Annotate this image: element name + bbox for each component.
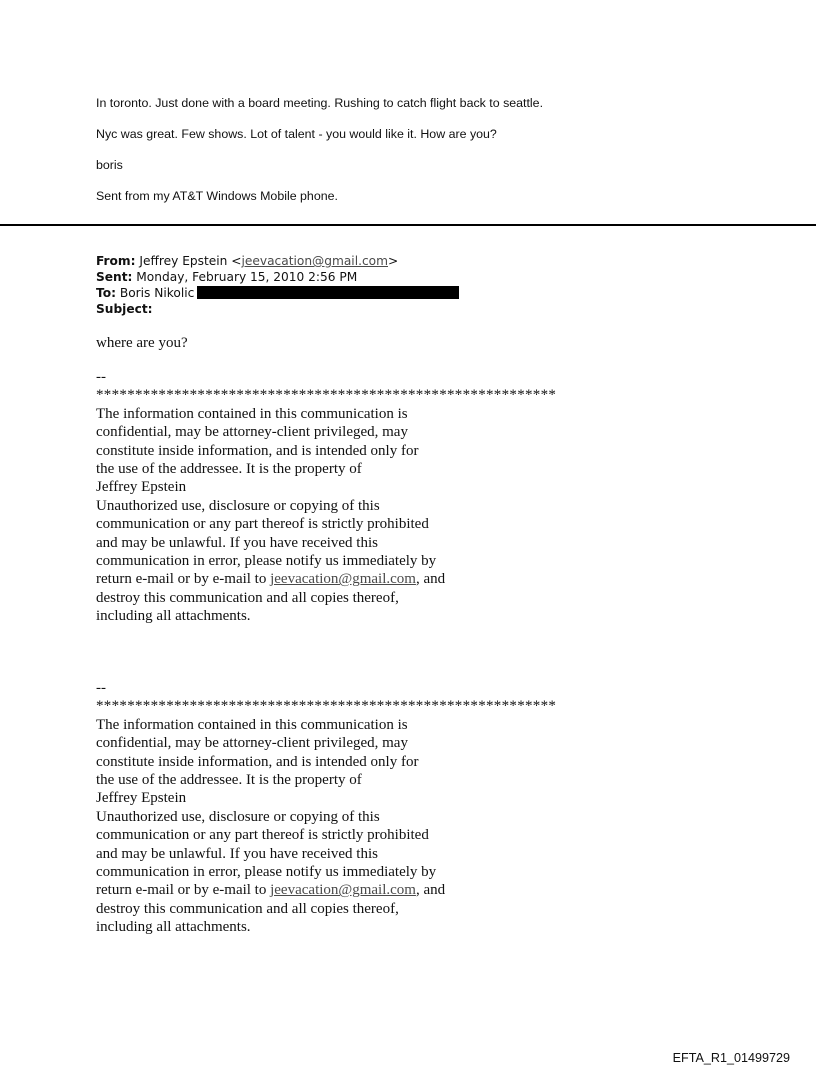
disclaimer-email-link[interactable]: jeevacation@gmail.com	[270, 882, 416, 899]
from-email-link[interactable]: jeevacation@gmail.com	[241, 254, 388, 268]
disclaimer-stars: ***********************************************************	[96, 698, 557, 715]
redaction-bar	[197, 286, 459, 299]
from-label: From:	[96, 254, 136, 268]
disclaimer-line: communication or any part thereof is strictly prohibited	[96, 827, 429, 844]
disclaimer-block	[96, 368, 556, 625]
subject-row	[96, 301, 459, 317]
disclaimer-block	[96, 679, 556, 936]
disclaimer-line: the use of the addressee. It is the property of	[96, 771, 362, 788]
disclaimer-line: including all attachments.	[96, 608, 251, 625]
from-name: Jeffrey Epstein <	[139, 254, 242, 268]
disclaimer-line: communication or any part thereof is strictly prohibited	[96, 516, 429, 533]
disclaimer-stars: ***********************************************************	[96, 387, 557, 404]
disclaimer-line	[96, 881, 556, 899]
sent-label: Sent:	[96, 270, 133, 284]
from-close: >	[388, 254, 399, 268]
sent-row	[96, 269, 459, 285]
disclaimer-line: The information contained in this communication is	[96, 716, 408, 733]
disclaimer-line: confidential, may be attorney-client privileged, may	[96, 424, 408, 441]
disclaimer-line: communication in error, please notify us immediately by	[96, 863, 437, 880]
to-value: Boris Nikolic	[119, 286, 195, 300]
message-divider	[0, 224, 816, 226]
from-row	[96, 253, 459, 269]
reply-line-nyc: Nyc was great. Few shows. Lot of talent - you would like it. How are you?	[96, 127, 497, 141]
document-id: EFTA_R1_01499729	[672, 1051, 790, 1065]
disclaimer-line: The information contained in this communication is	[96, 405, 408, 422]
disclaimer-line: confidential, may be attorney-client privileged, may	[96, 735, 408, 752]
reply-device-signature: Sent from my AT&T Windows Mobile phone.	[96, 189, 338, 203]
disclaimer-line: and may be unlawful. If you have received this	[96, 845, 378, 862]
disclaimer-line: Jeffrey Epstein	[96, 790, 187, 807]
disclaimer-text: return e-mail or by e-mail to	[96, 882, 271, 899]
reply-line-location: In toronto. Just done with a board meeting. Rushing to catch flight back to seattle.	[96, 96, 544, 110]
disclaimer-line: communication in error, please notify us immediately by	[96, 552, 437, 569]
subject-label: Subject:	[96, 302, 153, 316]
disclaimer-email-link[interactable]: jeevacation@gmail.com	[270, 571, 416, 588]
reply-signature: boris	[96, 158, 123, 172]
email-header	[96, 253, 459, 317]
disclaimer-text: return e-mail or by e-mail to	[96, 571, 271, 588]
disclaimer-line: Unauthorized use, disclosure or copying of this	[96, 808, 380, 825]
disclaimer-line: constitute inside information, and is intended only for	[96, 753, 419, 770]
message-body: where are you?	[96, 335, 188, 351]
disclaimer-line: and may be unlawful. If you have received this	[96, 534, 378, 551]
disclaimer-dashes: --	[96, 369, 106, 385]
disclaimer-text: , and	[415, 882, 446, 899]
disclaimer-line: Unauthorized use, disclosure or copying of this	[96, 497, 380, 514]
sent-value: Monday, February 15, 2010 2:56 PM	[136, 270, 358, 284]
to-label: To:	[96, 286, 116, 300]
disclaimer-line: destroy this communication and all copies thereof,	[96, 589, 399, 606]
disclaimer-line: constitute inside information, and is intended only for	[96, 442, 419, 459]
disclaimer-line: the use of the addressee. It is the property of	[96, 460, 362, 477]
disclaimer-line: Jeffrey Epstein	[96, 479, 187, 496]
disclaimer-text: , and	[415, 571, 446, 588]
disclaimer-line: destroy this communication and all copies thereof,	[96, 900, 399, 917]
to-row	[96, 285, 459, 301]
disclaimer-line: including all attachments.	[96, 919, 251, 936]
disclaimer-dashes: --	[96, 680, 106, 696]
reply-message	[96, 96, 776, 220]
disclaimer-line	[96, 570, 556, 588]
